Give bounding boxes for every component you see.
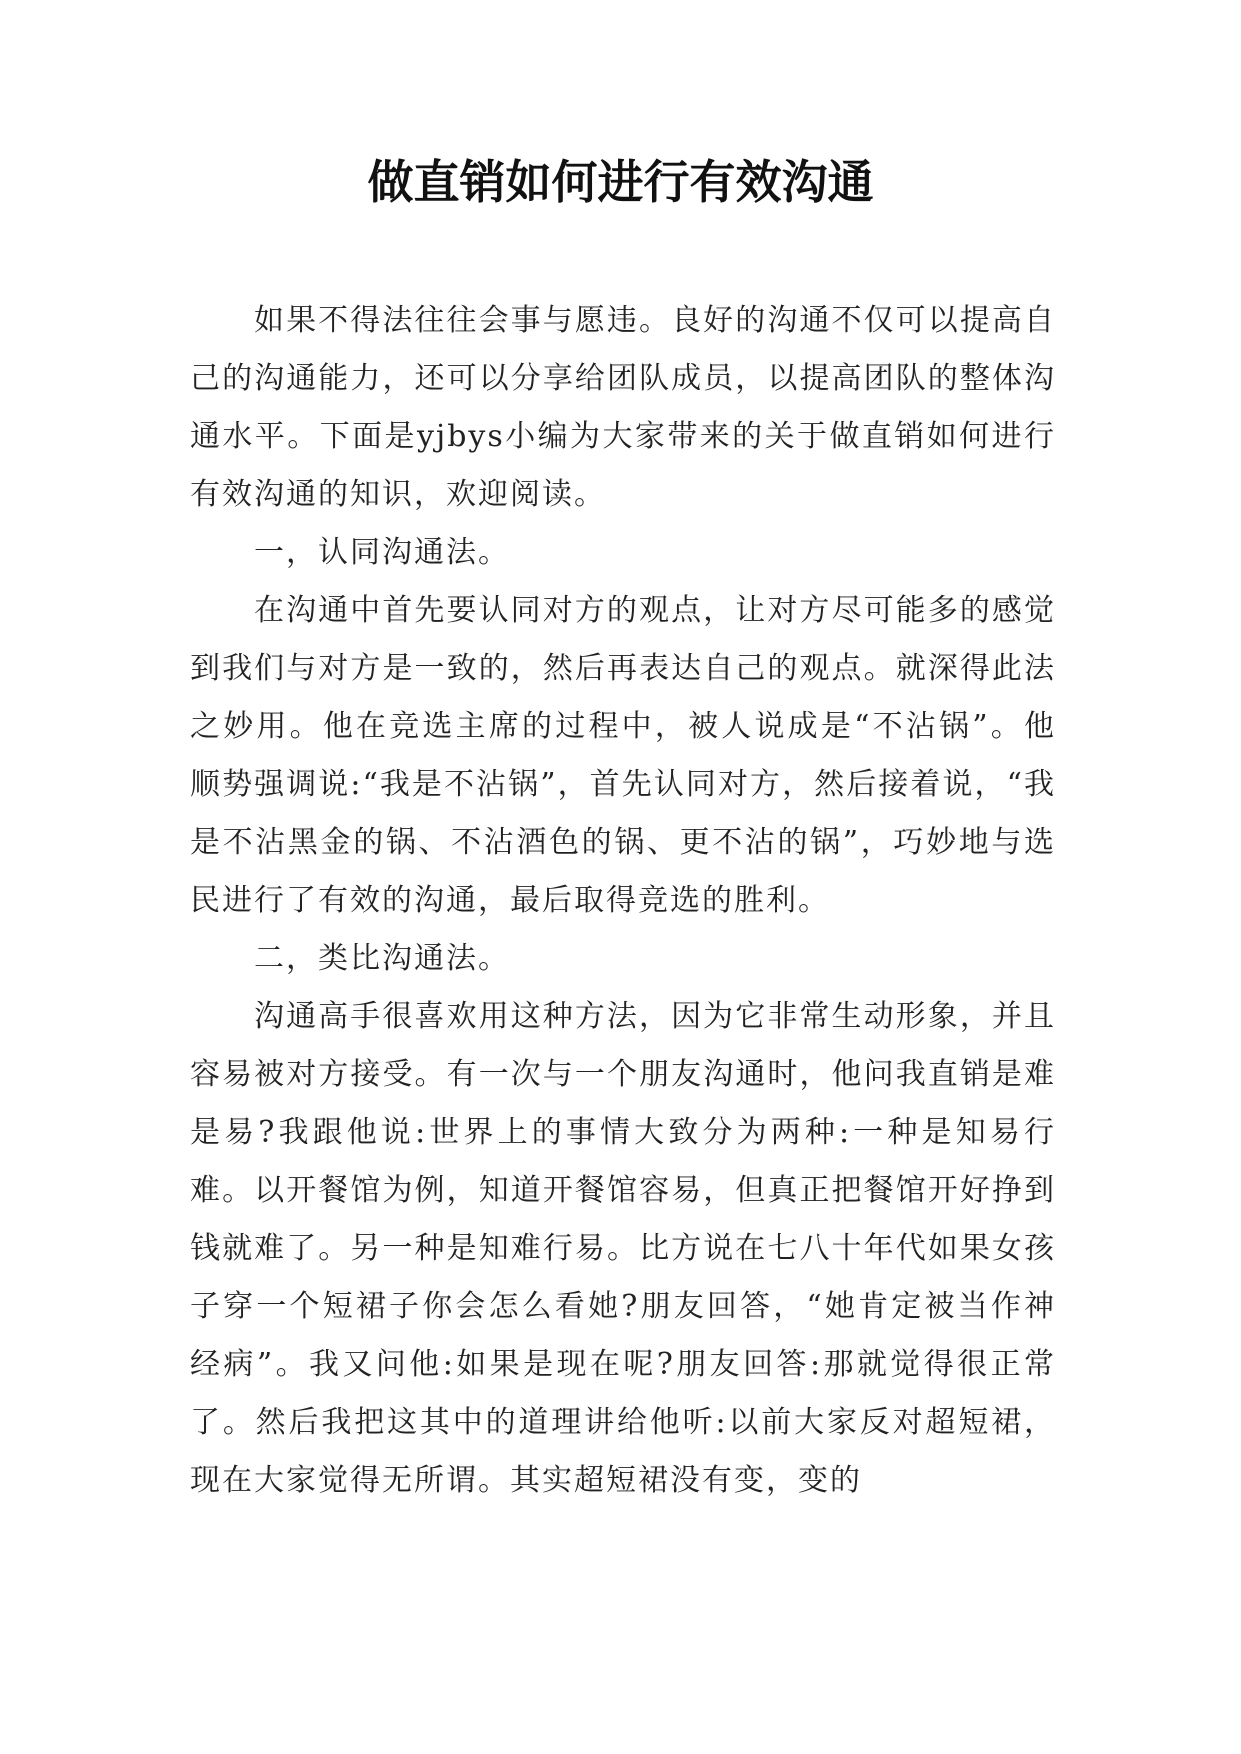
section-heading-1: 一，认同沟通法。 <box>254 535 510 570</box>
document-title: 做直销如何进行有效沟通 <box>367 155 874 209</box>
paragraph-section-1: 在沟通中首先要认同对方的观点，让对方尽可能多的感觉到我们与对方是一致的，然后再表达自己的观点。就深得此法之妙用。他在竞选主席的过程中，被人说成是“不沾锅”。他顺势强调说:“我是不沾锅”，首先认同对方，然后接着说，“我是不沾黑金的锅、不沾酒色的锅、更不沾的锅”，巧妙地与选民进行了有效的沟通，最后取得竞选的胜利。 <box>190 593 1056 918</box>
document-body <box>190 292 1056 1510</box>
paragraph-section-2: 沟通高手很喜欢用这种方法，因为它非常生动形象，并且容易被对方接受。有一次与一个朋友沟通时，他问我直销是难是易?我跟他说:世界上的事情大致分为两种:一种是知易行难。以开餐馆为例，知道开餐馆容易，但真正把餐馆开好挣到钱就难了。另一种是知难行易。比方说在七八十年代如果女孩子穿一个短裙子你会怎么看她?朋友回答，“她肯定被当作神经病”。我又问他:如果是现在呢?朋友回答:那就觉得很正常了。然后我把这其中的道理讲给他听:以前大家反对超短裙，现在大家觉得无所谓。其实超短裙没有变，变的 <box>190 999 1056 1498</box>
paragraph-intro: 如果不得法往往会事与愿违。良好的沟通不仅可以提高自己的沟通能力，还可以分享给团队成员，以提高团队的整体沟通水平。下面是yjbys小编为大家带来的关于做直销如何进行有效沟通的知识，欢迎阅读。 <box>190 303 1056 512</box>
section-heading-2: 二，类比沟通法。 <box>254 941 510 976</box>
